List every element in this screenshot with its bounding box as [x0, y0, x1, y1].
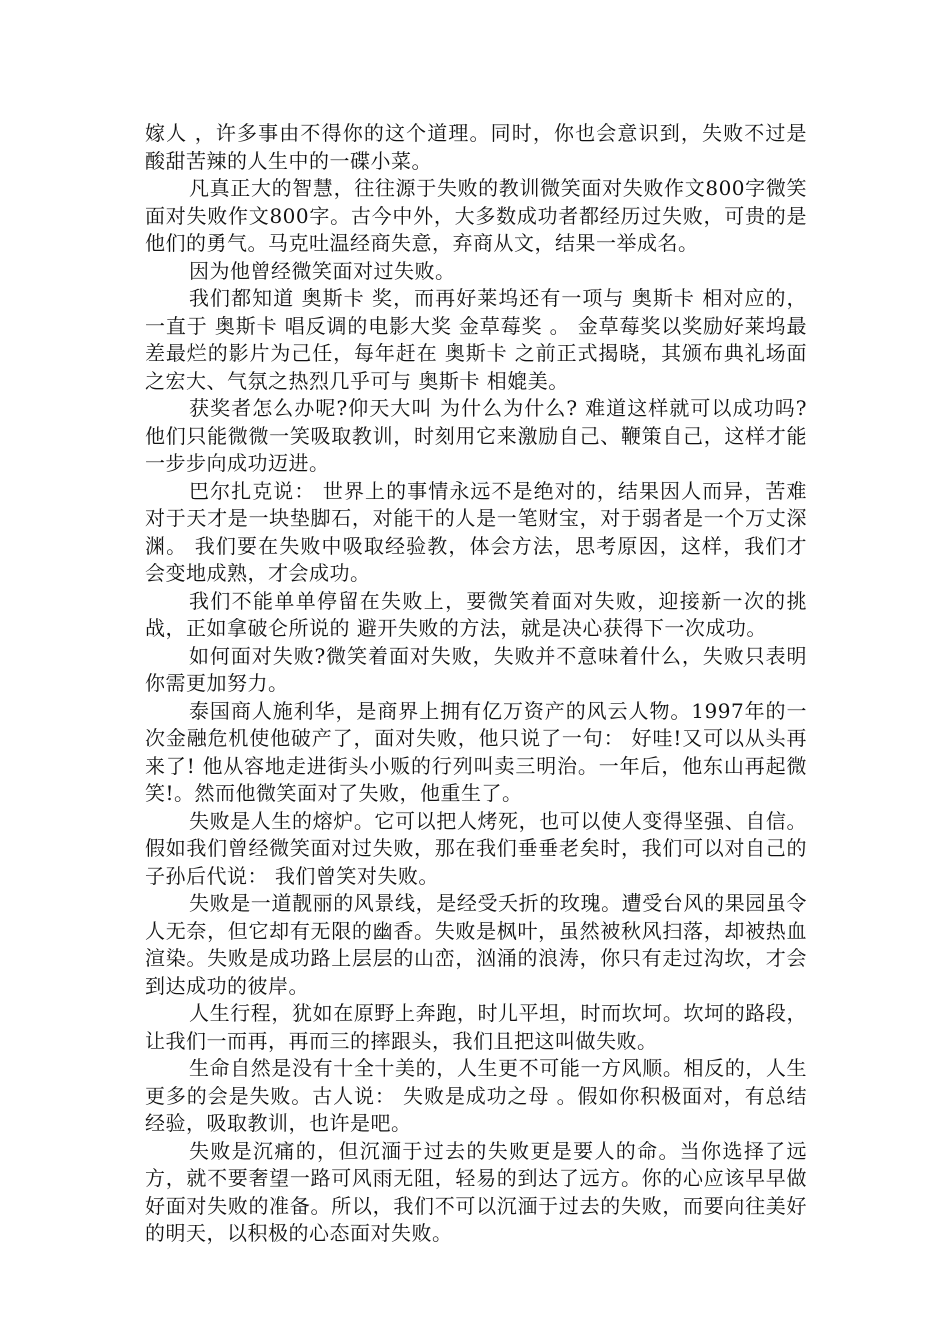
paragraph-9: 泰国商人施利华，是商界上拥有亿万资产的风云人物。1997年的一次金融危机使他破产了，面对失败，他只说了一句： 好哇!又可以从头再来了! 他从容地走进街头小贩的行列叫卖三明治。一年后，他东山再起微笑!。然而他微笑面对了失败，他重生了。 [145, 698, 807, 805]
paragraph-7: 我们不能单单停留在失败上，要微笑着面对失败，迎接新一次的挑战，正如拿破仑所说的 避开失败的方法，就是决心获得下一次成功。 [145, 588, 807, 640]
paragraph-14: 失败是沉痛的，但沉湎于过去的失败更是要人的命。当你选择了远方，就不要奢望一路可风雨无阻，轻易的到达了远方。你的心应该早早做好面对失败的准备。所以，我们不可以沉湎于过去的失败，而要向往美好的明天，以积极的心态面对失败。 [145, 1138, 807, 1245]
paragraph-10: 失败是人生的熔炉。它可以把人烤死，也可以使人变得坚强、自信。假如我们曾经微笑面对过失败，那在我们垂垂老矣时，我们可以对自己的子孙后代说： 我们曾笑对失败。 [145, 808, 807, 888]
paragraph-2: 凡真正大的智慧，往往源于失败的教训微笑面对失败作文800字微笑面对失败作文800字。古今中外，大多数成功者都经历过失败，可贵的是他们的勇气。马克吐温经商失意，弃商从文，结果一举成名。 [145, 176, 807, 255]
paragraph-11: 失败是一道靓丽的风景线，是经受夭折的玫瑰。遭受台风的果园虽令人无奈，但它却有无限的幽香。失败是枫叶，虽然被秋风扫落，却被热血渲染。失败是成功路上层层的山峦，汹涌的浪涛，你只有走过沟坎，才会到达成功的彼岸。 [145, 891, 807, 998]
paragraph-6: 巴尔扎克说： 世界上的事情永远不是绝对的，结果因人而异，苦难对于天才是一块垫脚石，对能干的人是一笔财宝，对于弱者是一个万丈深渊。 我们要在失败中吸取经验教，体会方法，思考原因，这样，我们才会变地成熟，才会成功。 [145, 478, 807, 585]
paragraph-4: 我们都知道 奥斯卡 奖，而再好莱坞还有一项与 奥斯卡 相对应的，一直于 奥斯卡 唱反调的电影大奖 金草莓奖 。 金草莓奖以奖励好莱坞最差最烂的影片为己任，每年赶在 奥斯卡 之前正式揭晓，其颁布典礼场面之宏大、气氛之热烈几乎可与 奥斯卡 相媲美。 [145, 286, 807, 393]
paragraph-1: 嫁人 ，许多事由不得你的这个道理。同时，你也会意识到，失败不过是酸甜苦辣的人生中的一碟小菜。 [145, 121, 807, 173]
paragraph-13: 生命自然是没有十全十美的，人生更不可能一方风顺。相反的，人生更多的会是失败。古人说： 失败是成功之母 。假如你积极面对，有总结经验，吸取教训，也许是吧。 [145, 1056, 807, 1135]
paragraph-8: 如何面对失败?微笑着面对失败，失败并不意味着什么，失败只表明你需更加努力。 [145, 643, 807, 695]
paragraph-5: 获奖者怎么办呢?仰天大叫 为什么为什么? 难道这样就可以成功吗?他们只能微微一笑吸取教训，时刻用它来激励自己、鞭策自己，这样才能一步步向成功迈进。 [145, 396, 807, 475]
document-page [145, 120, 807, 1248]
paragraph-12: 人生行程，犹如在原野上奔跑，时儿平坦，时而坎坷。坎坷的路段，让我们一而再，再而三的摔跟头，我们且把这叫做失败。 [145, 1001, 807, 1053]
paragraph-3: 因为他曾经微笑面对过失败。 [189, 258, 456, 283]
